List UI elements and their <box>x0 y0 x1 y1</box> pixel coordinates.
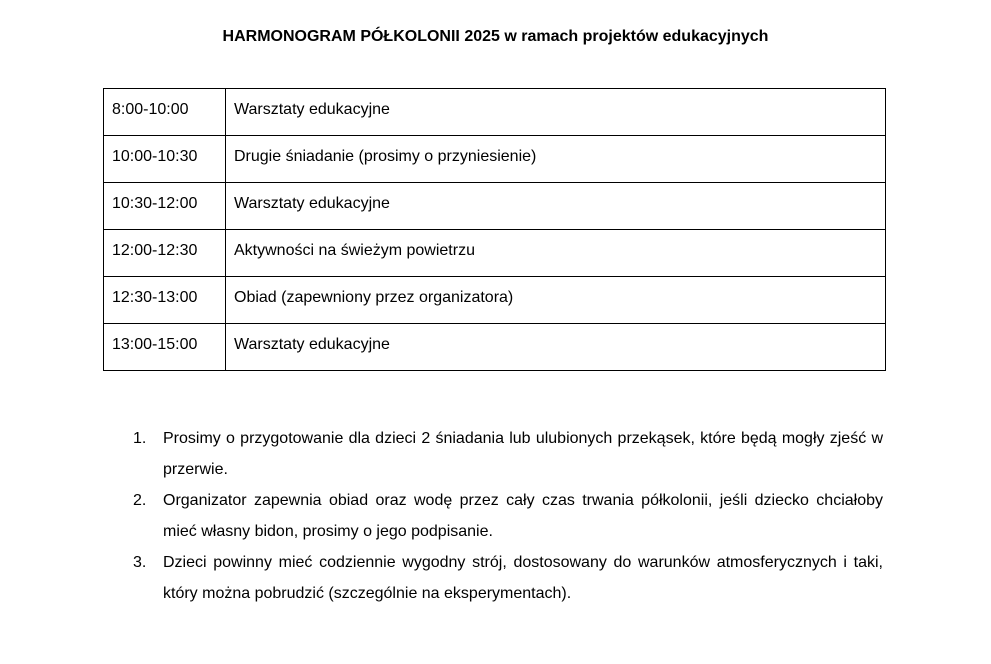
note-text: Organizator zapewnia obiad oraz wodę przez cały czas trwania półkolonii, jeśli dziecko chciałoby mieć własny bidon, prosimy o jego podpisanie. <box>163 492 883 540</box>
schedule-activity: Aktywności na świeżym powietrzu <box>226 230 886 277</box>
schedule-time: 12:00-12:30 <box>104 230 226 277</box>
schedule-row <box>104 277 886 324</box>
schedule-activity: Drugie śniadanie (prosimy o przyniesienie) <box>226 136 886 183</box>
note-text: Dzieci powinny mieć codziennie wygodny strój, dostosowany do warunków atmosferycznych i taki, który można pobrudzić (szczególnie na eksperymentach). <box>163 554 883 602</box>
note-text: Prosimy o przygotowanie dla dzieci 2 śniadania lub ulubionych przekąsek, które będą mogły zjeść w przerwie. <box>163 430 883 478</box>
schedule-time: 8:00-10:00 <box>104 89 226 136</box>
schedule-time: 10:30-12:00 <box>104 183 226 230</box>
schedule-table <box>103 88 886 371</box>
note-number: 3. <box>133 554 147 571</box>
note-item <box>133 423 883 485</box>
schedule-time: 13:00-15:00 <box>104 324 226 371</box>
schedule-row <box>104 89 886 136</box>
document-title: HARMONOGRAM PÓŁKOLONII 2025 w ramach projektów edukacyjnych <box>222 28 769 45</box>
schedule-row <box>104 230 886 277</box>
note-number: 2. <box>133 492 147 509</box>
schedule-activity: Warsztaty edukacyjne <box>226 183 886 230</box>
note-item <box>133 485 883 547</box>
note-number: 1. <box>133 430 147 447</box>
note-item <box>133 547 883 609</box>
schedule-time: 12:30-13:00 <box>104 277 226 324</box>
schedule-activity: Obiad (zapewniony przez organizatora) <box>226 277 886 324</box>
schedule-activity: Warsztaty edukacyjne <box>226 324 886 371</box>
schedule-time: 10:00-10:30 <box>104 136 226 183</box>
schedule-row <box>104 136 886 183</box>
schedule-row <box>104 324 886 371</box>
schedule-activity: Warsztaty edukacyjne <box>226 89 886 136</box>
schedule-row <box>104 183 886 230</box>
notes-list <box>133 423 883 609</box>
